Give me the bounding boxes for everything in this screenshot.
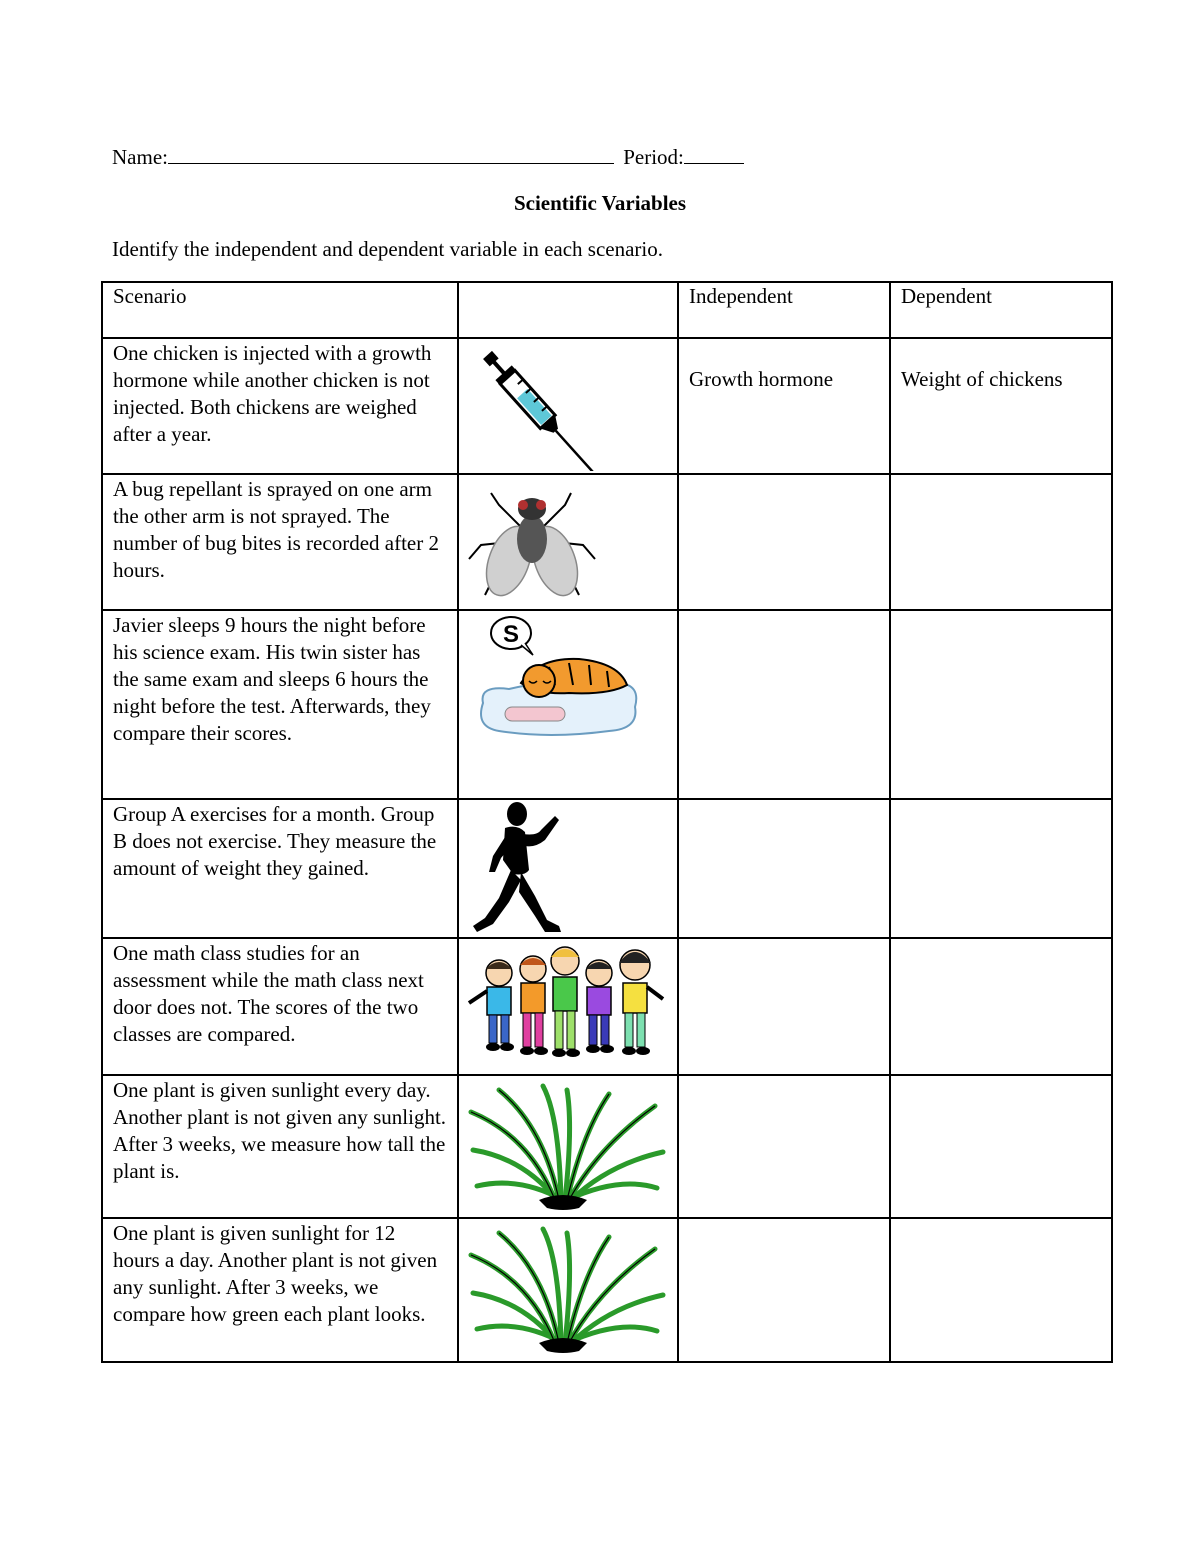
instructions: Identify the independent and dependent variable in each scenario. — [112, 237, 664, 261]
image-cell — [458, 1075, 678, 1218]
page-title: Scientific Variables — [513, 191, 687, 215]
table-header-row — [102, 282, 1112, 338]
table-row — [102, 1075, 1112, 1218]
table-row — [102, 799, 1112, 938]
dependent-cell[interactable] — [890, 474, 1112, 610]
variables-table — [101, 281, 1113, 1363]
image-cell — [458, 610, 678, 799]
independent-cell[interactable] — [678, 1218, 890, 1362]
name-period-line — [112, 143, 744, 170]
image-cell — [458, 474, 678, 610]
image-cell — [458, 799, 678, 938]
scenario-cell: Javier sleeps 9 hours the night before his science exam. His twin sister has the same exam and sleeps 6 hours the night before the test. Afterwards, they compare their scores. — [102, 610, 458, 799]
scenario-cell: One plant is given sunlight every day. Another plant is not given any sunlight. After 3 weeks, we measure how tall the plant is. — [102, 1075, 458, 1218]
period-label: Period: — [623, 145, 684, 169]
header-scenario: Scenario — [102, 282, 458, 338]
scenario-cell: One chicken is injected with a growth hormone while another chicken is not injected. Both chickens are weighed after a year. — [102, 338, 458, 474]
name-field[interactable] — [168, 143, 614, 164]
independent-cell[interactable] — [678, 1075, 890, 1218]
image-cell — [458, 338, 678, 474]
image-cell — [458, 1218, 678, 1362]
scenario-cell: Group A exercises for a month. Group B does not exercise. They measure the amount of weight they gained. — [102, 799, 458, 938]
grass-plant-icon — [459, 1076, 677, 1215]
dependent-cell[interactable] — [890, 610, 1112, 799]
dependent-cell[interactable] — [890, 1218, 1112, 1362]
independent-cell[interactable] — [678, 474, 890, 610]
independent-cell[interactable]: Growth hormone — [678, 338, 890, 474]
independent-cell[interactable] — [678, 799, 890, 938]
scenario-cell: One plant is given sunlight for 12 hours a day. Another plant is not given any sunlight. After 3 weeks, we compare how green each plant looks. — [102, 1218, 458, 1362]
header-image — [458, 282, 678, 338]
fly-icon — [459, 475, 677, 607]
scenario-cell: One math class studies for an assessment while the math class next door does not. The scores of the two classes are compared. — [102, 938, 458, 1075]
dependent-cell[interactable]: Weight of chickens — [890, 338, 1112, 474]
image-cell — [458, 938, 678, 1075]
scenario-cell: A bug repellant is sprayed on one arm the other arm is not sprayed. The number of bug bites is recorded after 2 hours. — [102, 474, 458, 610]
header-dependent: Dependent — [890, 282, 1112, 338]
dependent-cell[interactable] — [890, 938, 1112, 1075]
grass-plant-icon — [459, 1219, 677, 1359]
table-row — [102, 938, 1112, 1075]
dependent-cell[interactable] — [890, 799, 1112, 938]
period-field[interactable] — [684, 143, 744, 164]
independent-cell[interactable] — [678, 938, 890, 1075]
table-row — [102, 1218, 1112, 1362]
walking-person-icon — [459, 800, 677, 935]
name-label: Name: — [112, 145, 168, 169]
table-row — [102, 338, 1112, 474]
table-row — [102, 474, 1112, 610]
sleeping-cat-icon — [459, 611, 677, 751]
independent-cell[interactable] — [678, 610, 890, 799]
syringe-icon — [459, 339, 677, 471]
sleep-bubble-letter: S — [502, 621, 520, 648]
table-row — [102, 610, 1112, 799]
dependent-cell[interactable] — [890, 1075, 1112, 1218]
group-of-kids-icon — [459, 939, 677, 1072]
header-independent: Independent — [678, 282, 890, 338]
